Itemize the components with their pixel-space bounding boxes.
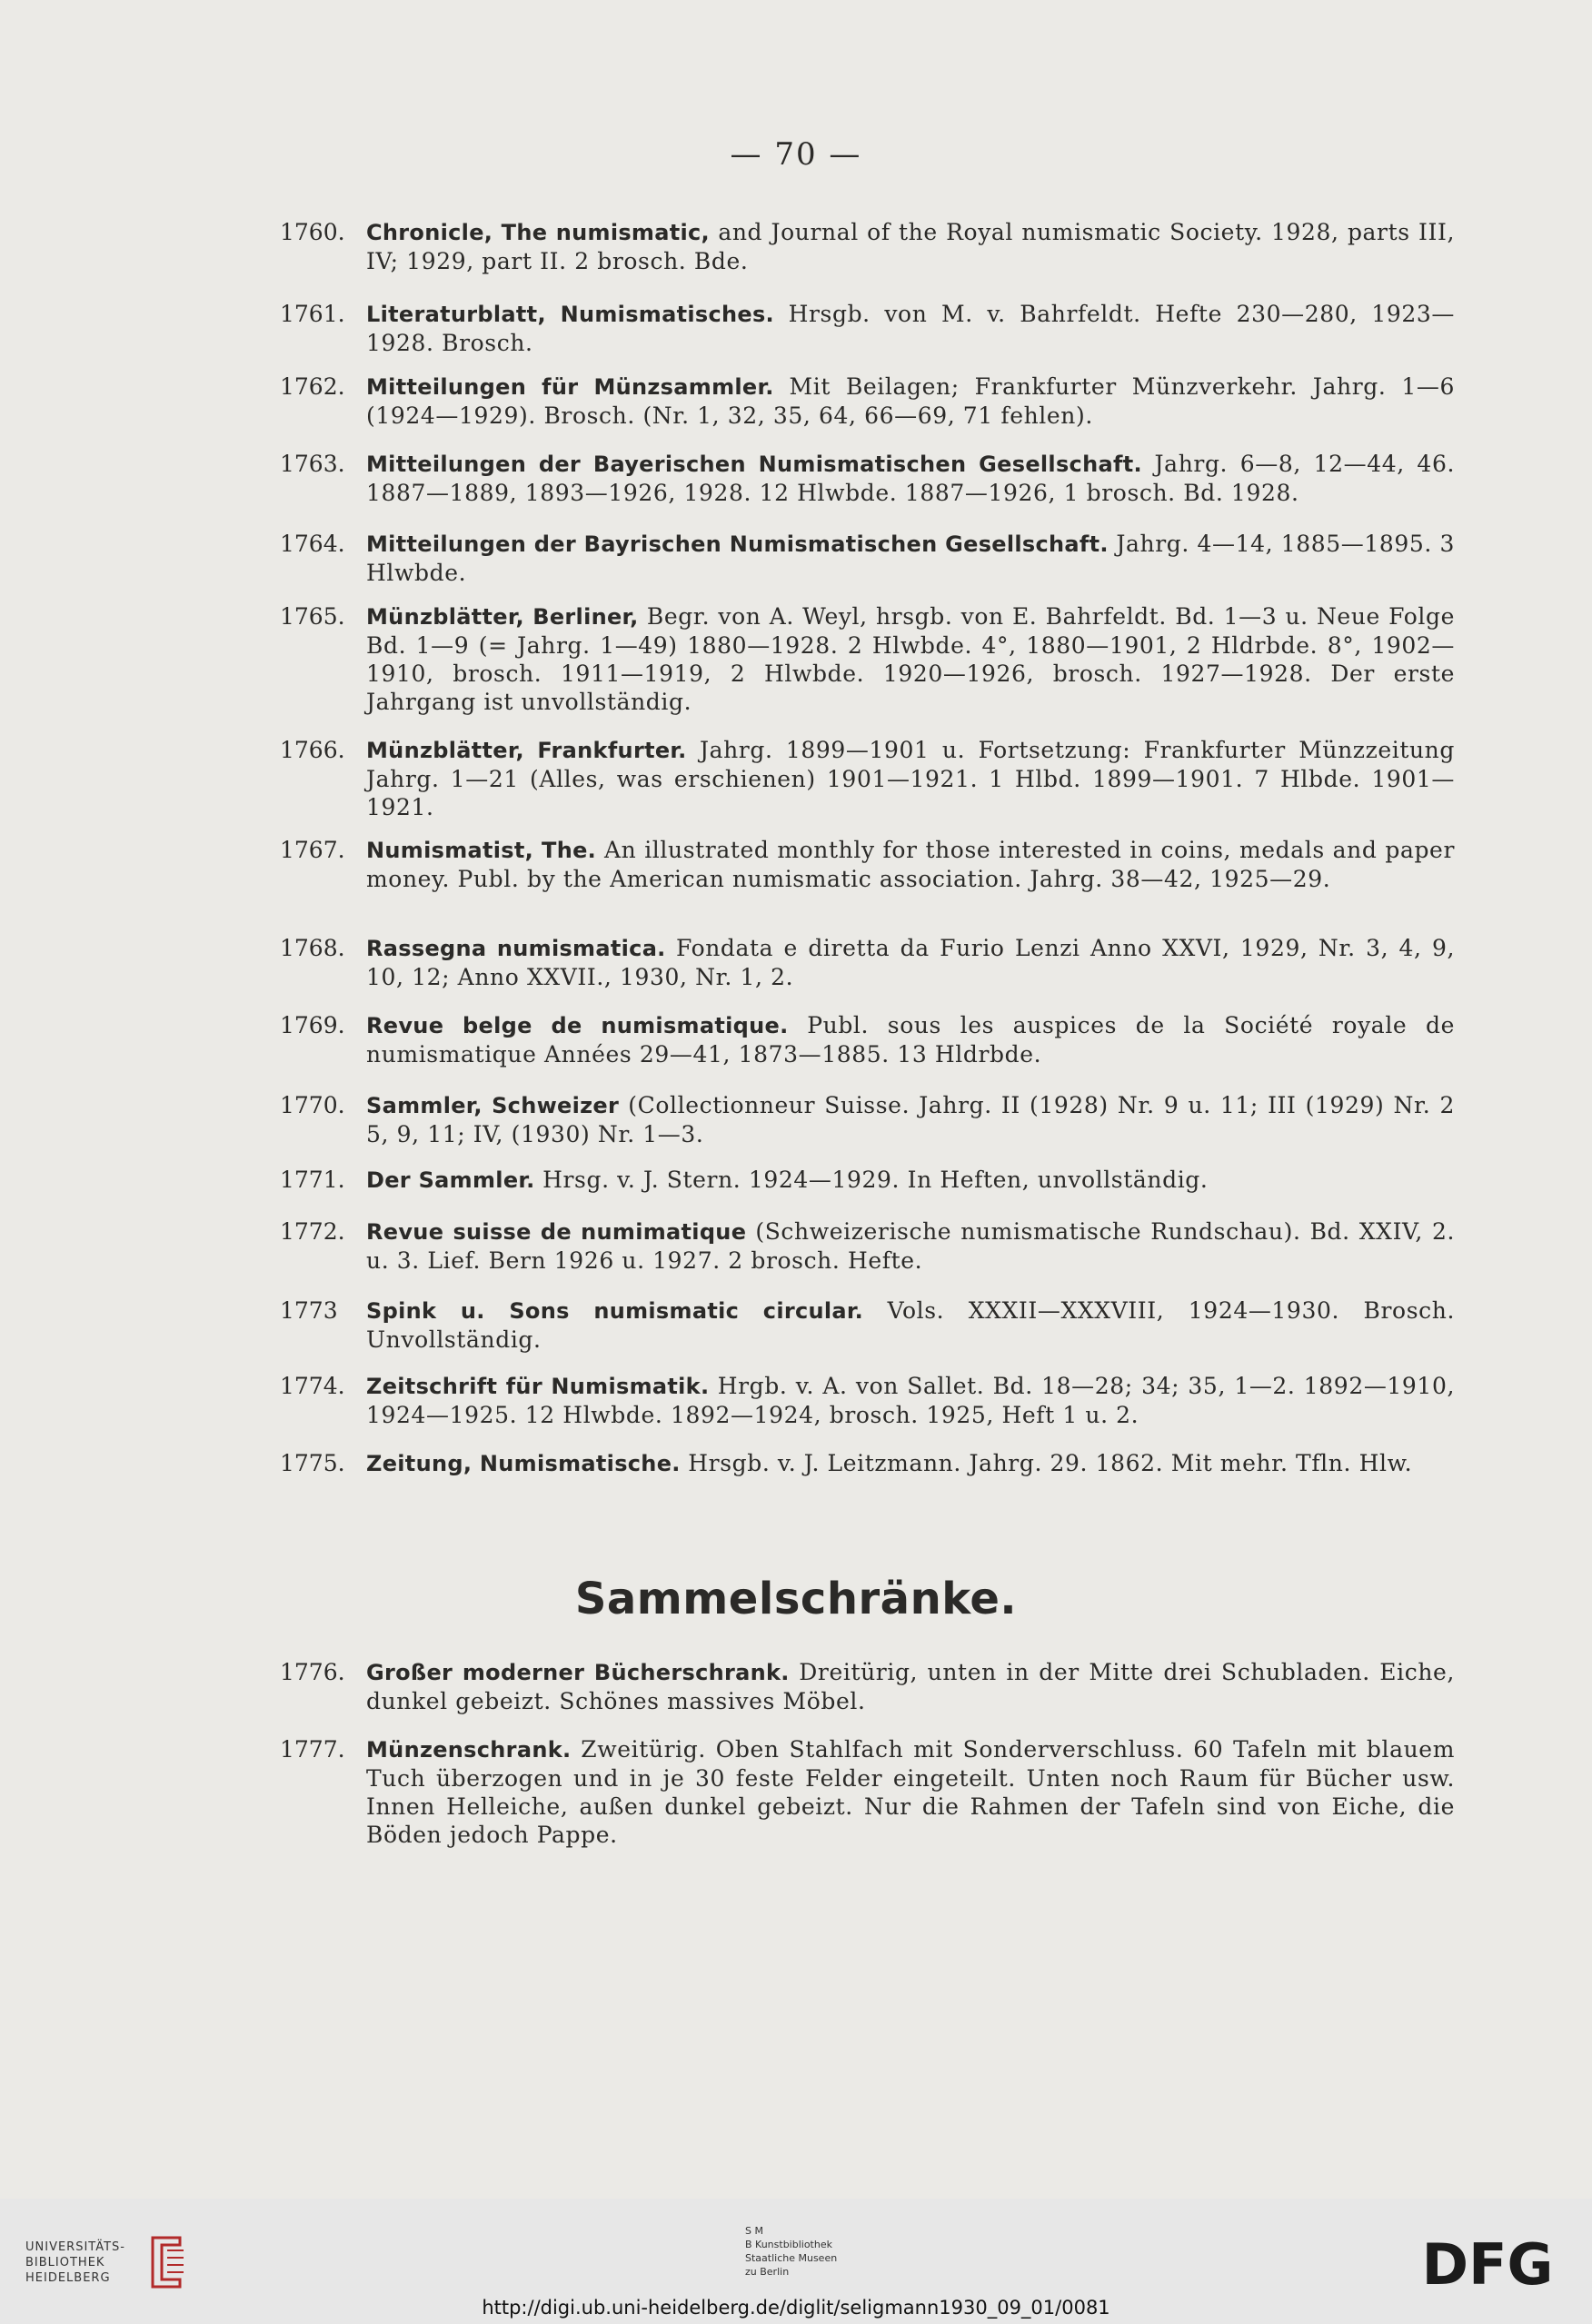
- entry-title: Münzenschrank.: [366, 1737, 572, 1763]
- dfg-logo-text: DFG: [1421, 2235, 1554, 2289]
- entry-title: Literaturblatt, Numismatisches.: [366, 302, 774, 327]
- entry-description: Hrgb. v. A. von Sallet. Bd. 18—28; 34; 35, 1—2. 1892—1910, 1924—1925. 12 Hlwbde. 1892—1924, brosch. 1925, Heft 1 u. 2.: [366, 1373, 1455, 1428]
- page-number: — 70 —: [730, 136, 862, 173]
- credit-line: S M: [745, 2225, 763, 2237]
- entry-description: Jahrg. 1899—1901 u. Fortsetzung: Frankfurter Münzzeitung Jahrg. 1—21 (Alles, was erschienen) 1901—1921. 1 Hlbd. 1899—1901. 7 Hlbde. 1901—1921.: [366, 737, 1455, 820]
- entry-title: Mitteilungen für Münzsammler.: [366, 374, 774, 400]
- entry-description: Zweitürig. Oben Stahlfach mit Sonderverschluss. 60 Tafeln mit blauem Tuch überzogen und in je 30 feste Felder eingeteilt. Unten noch Raum für Bücher usw. Innen Helleiche, außen dunkel gebeizt. Nur die Rahmen der Tafeln sind von Eiche, die Böden jedoch Pappe.: [366, 1736, 1455, 1848]
- entry-description: Mit Beilagen; Frankfurter Münzverkehr. Jahrg. 1—6 (1924—1929). Brosch. (Nr. 1, 32, 35, 64, 66—69, 71 fehlen).: [366, 373, 1455, 429]
- credit-line: Staatliche Museen: [745, 2252, 838, 2264]
- entry-description: An illustrated monthly for those interested in coins, medals and paper money. Publ. by the American numismatic association. Jahrg. 38—42, 1925—29.: [366, 837, 1455, 892]
- entry-title: Numismatist, The.: [366, 838, 597, 863]
- library-name-line: HEIDELBERG: [25, 2271, 111, 2285]
- entry-number: 1773: [280, 1297, 338, 1324]
- entry-number: 1775.: [280, 1450, 345, 1476]
- entry-number: 1769.: [280, 1012, 345, 1038]
- credit-line: B Kunstbibliothek: [745, 2239, 832, 2250]
- entry-number: 1771.: [280, 1167, 345, 1193]
- entry-number: 1762.: [280, 373, 345, 400]
- entry-description: Dreitürig, unten in der Mitte drei Schubladen. Eiche, dunkel gebeizt. Schönes massives Möbel.: [366, 1659, 1455, 1714]
- entry-number: 1772.: [280, 1218, 345, 1245]
- entry-number: 1766.: [280, 737, 345, 763]
- entry-description: (Collectionneur Suisse. Jahrg. II (1928) Nr. 9 u. 11; III (1929) Nr. 2 5, 9, 11; IV, (1930) Nr. 1—3.: [366, 1092, 1455, 1147]
- entry-title: Zeitung, Numismatische.: [366, 1451, 681, 1476]
- dfg-logo[interactable]: [1410, 2235, 1565, 2289]
- entry-title: Mitteilungen der Bayerischen Numismatischen Gesellschaft.: [366, 452, 1142, 477]
- entry-number: 1761.: [280, 301, 345, 327]
- entry-title: Mitteilungen der Bayrischen Numismatischen Gesellschaft.: [366, 531, 1109, 557]
- credit-line: zu Berlin: [745, 2266, 790, 2278]
- entry-description: Jahrg. 4—14, 1885—1895. 3 Hlwbde.: [366, 531, 1455, 586]
- entry-number: 1760.: [280, 219, 345, 245]
- entry-title: Revue suisse de numimatique: [366, 1219, 747, 1245]
- entry-description: Publ. sous les auspices de la Société royale de numismatique Années 29—41, 1873—1885. 13 Hldrbde.: [366, 1012, 1455, 1068]
- entry-number: 1770.: [280, 1092, 345, 1118]
- entry-number: 1765.: [280, 603, 345, 630]
- entry-title: Zeitschrift für Numismatik.: [366, 1374, 710, 1399]
- entry-title: Rassegna numismatica.: [366, 936, 666, 961]
- entry-description: Hrsgb. von M. v. Bahrfeldt. Hefte 230—280, 1923—1928. Brosch.: [366, 301, 1456, 356]
- entry-title: Spink u. Sons numismatic circular.: [366, 1298, 864, 1324]
- entry-description: Begr. von A. Weyl, hrsgb. von E. Bahrfeldt. Bd. 1—3 u. Neue Folge Bd. 1—9 (= Jahrg. 1—49) 1880—1928. 2 Hlwbde. 4°, 1880—1901, 2 Hldrbde. 8°, 1902—1910, brosch. 1911—1919, 2 Hlwbde. 1920—1926, brosch. 1927—1928. Der erste Jahrgang ist unvollständig.: [366, 603, 1455, 715]
- entry-title: Großer moderner Bücherschrank.: [366, 1660, 790, 1685]
- library-name-line: UNIVERSITÄTS-: [25, 2240, 125, 2254]
- entry-number: 1767.: [280, 837, 345, 863]
- museum-credit: [745, 2224, 927, 2279]
- viewer-footer: [0, 2199, 1592, 2324]
- library-emblem-icon: [144, 2230, 189, 2294]
- entry-title: Der Sammler.: [366, 1167, 535, 1193]
- entry-number: 1774.: [280, 1373, 345, 1399]
- entry-description: Fondata e diretta da Furio Lenzi Anno XXVI, 1929, Nr. 3, 4, 9, 10, 12; Anno XXVII., 1930, Nr. 1, 2.: [366, 935, 1455, 990]
- section-heading: Sammelschränke.: [574, 1574, 1018, 1624]
- entry-description: Jahrg. 6—8, 12—44, 46. 1887—1889, 1893—1926, 1928. 12 Hlwbde. 1887—1926, 1 brosch. Bd. 1928.: [366, 451, 1455, 506]
- entry-title: Chronicle, The numismatic,: [366, 220, 710, 245]
- entry-number: 1777.: [280, 1736, 345, 1763]
- entry-description: Hrsg. v. J. Stern. 1924—1929. In Heften, unvollständig.: [534, 1167, 1209, 1193]
- entry-number: 1776.: [280, 1659, 345, 1685]
- library-name-line: BIBLIOTHEK: [25, 2256, 105, 2269]
- entry-title: Revue belge de numismatique.: [366, 1013, 789, 1038]
- source-url-link[interactable]: http://digi.ub.uni-heidelberg.de/diglit/seligmann1930_09_01/0081: [482, 2297, 1110, 2319]
- entry-description: and Journal of the Royal numismatic Society. 1928, parts III, IV; 1929, part II. 2 brosch. Bde.: [366, 219, 1455, 274]
- entry-number: 1768.: [280, 935, 345, 961]
- library-logo[interactable]: [25, 2230, 198, 2294]
- entry-title: Sammler, Schweizer: [366, 1093, 620, 1118]
- entry-title: Münzblätter, Berliner,: [366, 604, 639, 630]
- entry-description: (Schweizerische numismatische Rundschau). Bd. XXIV, 2. u. 3. Lief. Bern 1926 u. 1927. 2 brosch. Hefte.: [366, 1218, 1455, 1274]
- entry-number: 1763.: [280, 451, 345, 477]
- entry-number: 1764.: [280, 531, 345, 557]
- entry-description: Hrsgb. v. J. Leitzmann. Jahrg. 29. 1862. Mit mehr. Tfln. Hlw.: [680, 1450, 1413, 1476]
- entry-description: Vols. XXXII—XXXVIII, 1924—1930. Brosch. Unvollständig.: [366, 1297, 1455, 1353]
- entry-title: Münzblätter, Frankfurter.: [366, 738, 687, 763]
